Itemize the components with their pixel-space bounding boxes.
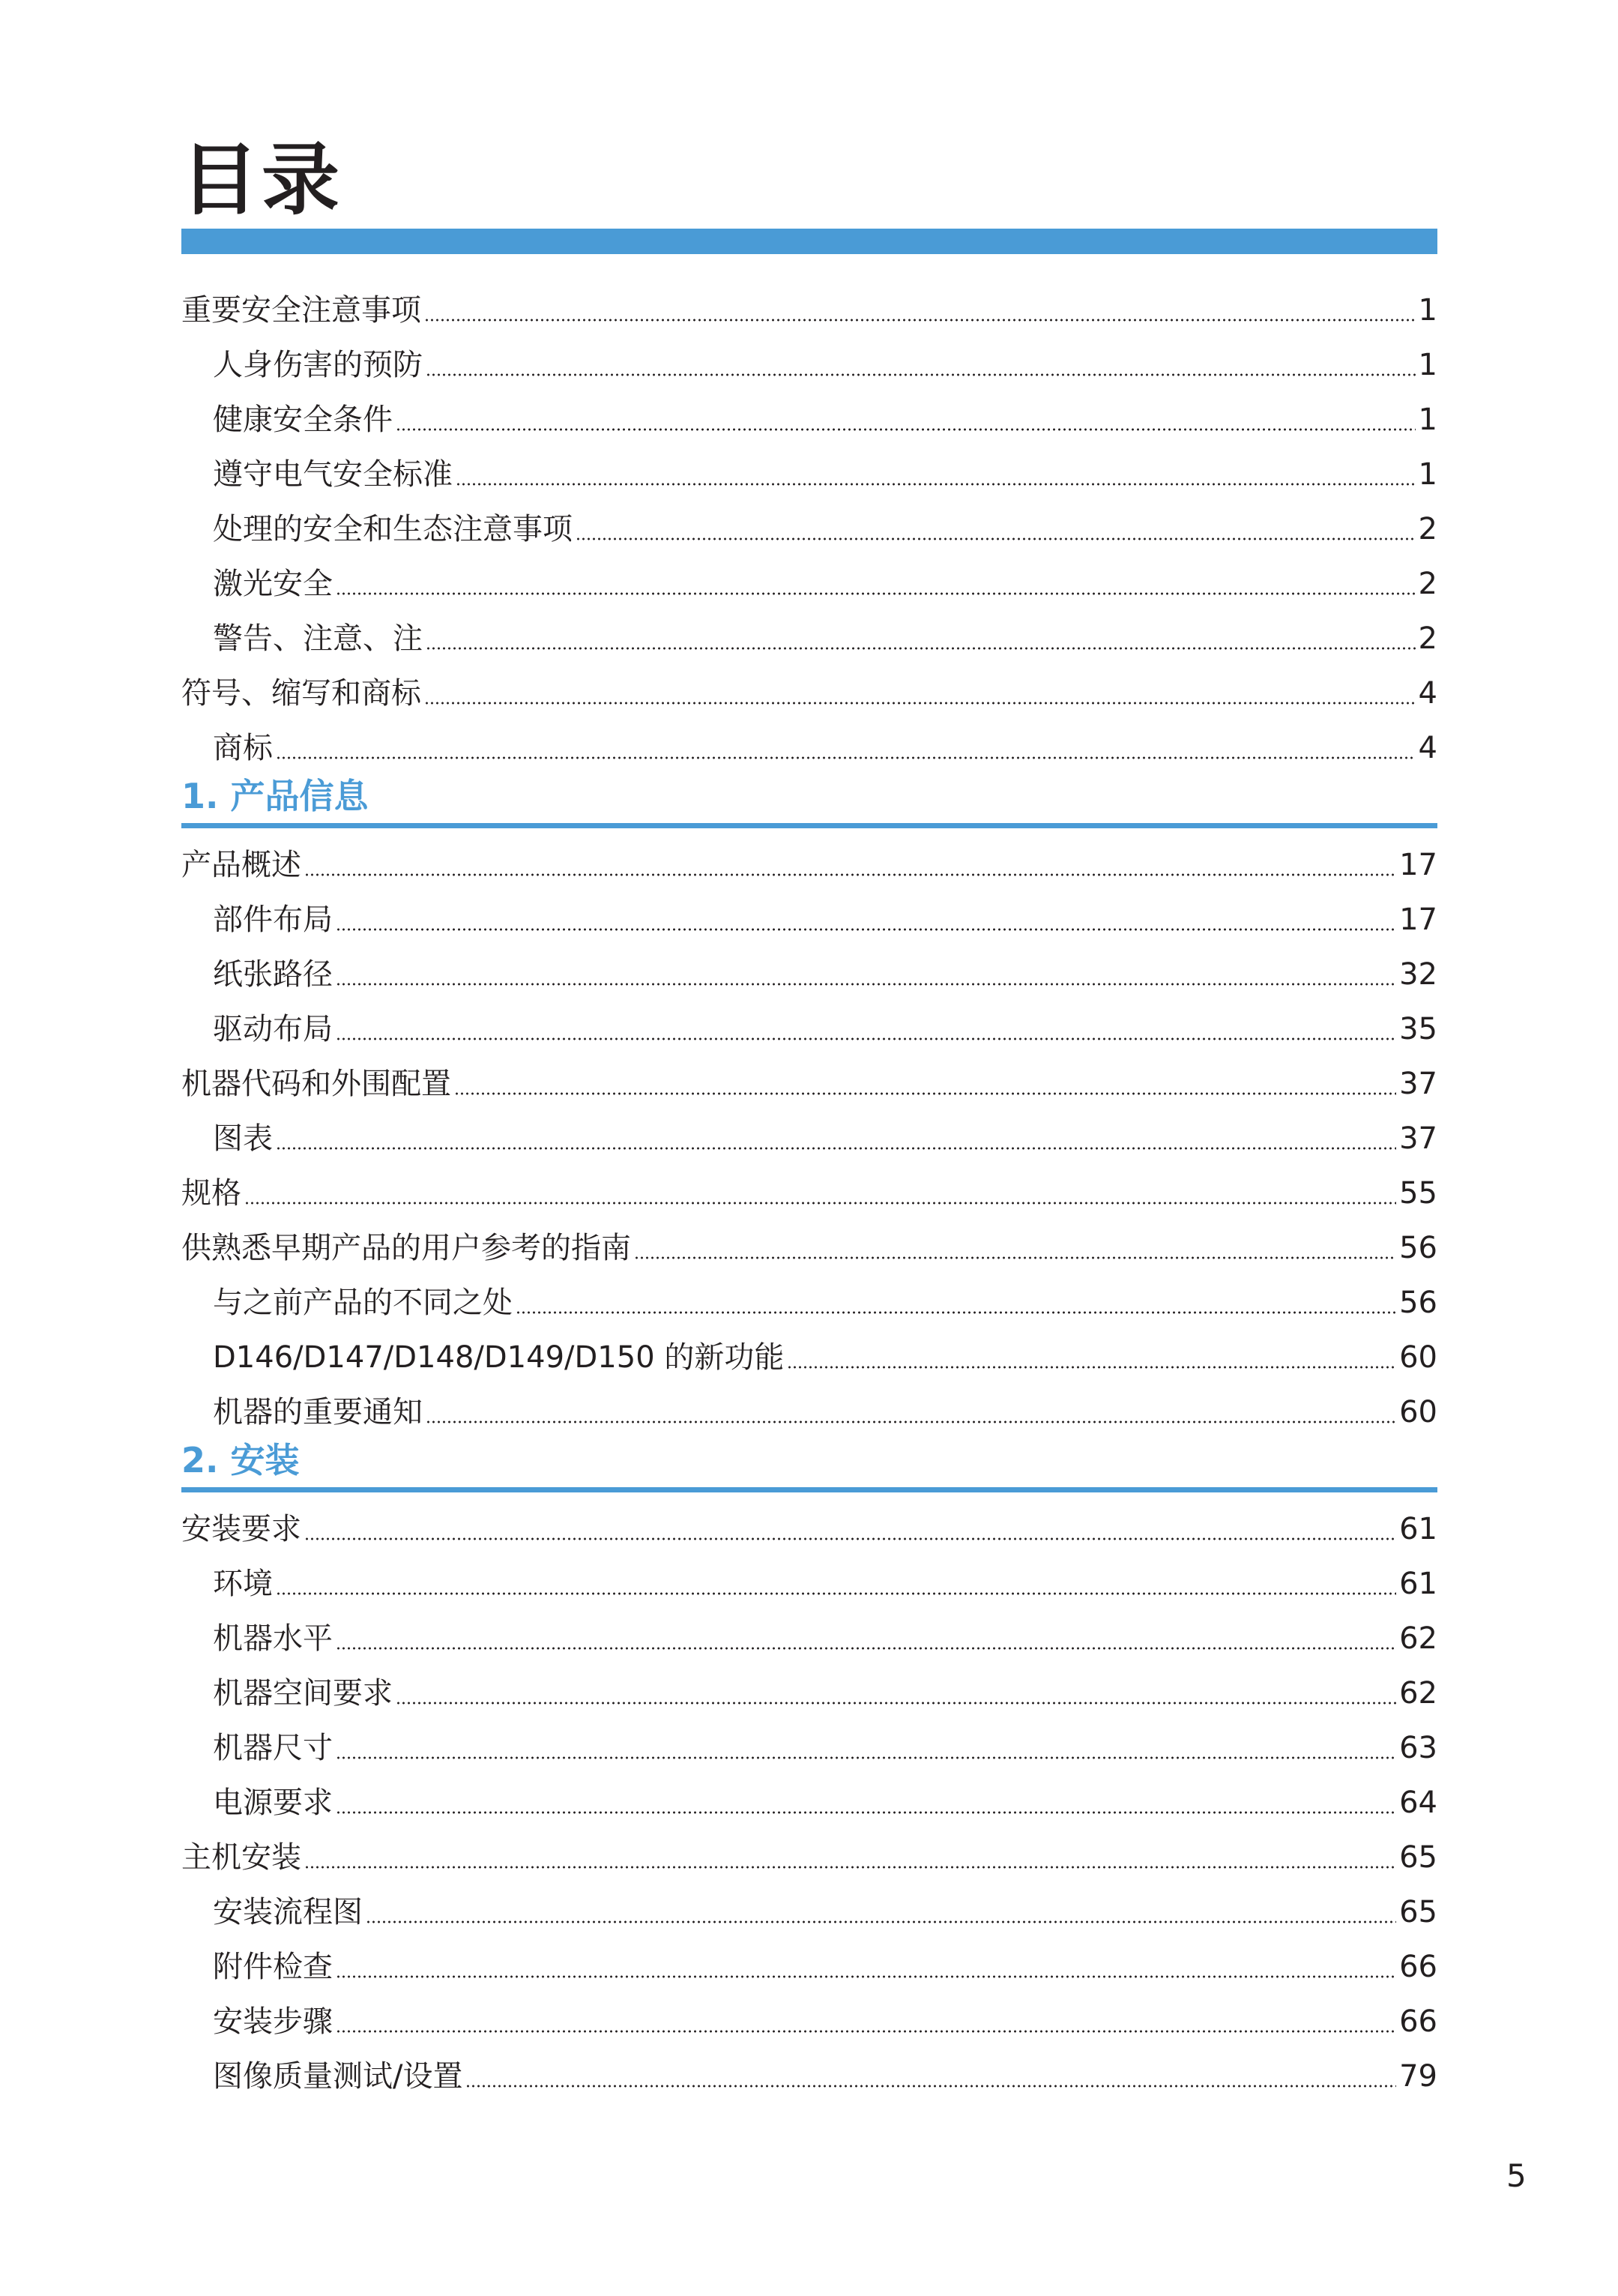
toc-page-number: 2 — [1418, 621, 1437, 656]
toc-subentry[interactable] — [181, 335, 1437, 390]
toc-subentry[interactable] — [181, 1992, 1437, 2046]
toc-entry-title: 安装步骤 — [213, 2004, 333, 2039]
dot-leader — [336, 1974, 1396, 1979]
dot-leader — [336, 2029, 1396, 2034]
toc-page-number: 17 — [1399, 903, 1437, 937]
toc-entry-title: 产品概述 — [181, 848, 301, 882]
toc-subentry[interactable] — [181, 1109, 1437, 1163]
toc-page-number: 66 — [1399, 2004, 1437, 2039]
toc-page-number: 63 — [1399, 1731, 1437, 1765]
dot-leader — [456, 482, 1416, 486]
toc-page-number: 64 — [1399, 1786, 1437, 1820]
chapter-title: 2. 安装 — [181, 1440, 300, 1480]
toc-page-number: 60 — [1399, 1340, 1437, 1375]
dot-leader — [366, 1920, 1396, 1924]
toc-entry-title: 处理的安全和生态注意事项 — [213, 512, 573, 546]
toc-page-number: 62 — [1399, 1621, 1437, 1656]
dot-leader — [336, 1037, 1396, 1041]
toc-entry-title: 部件布局 — [213, 903, 333, 937]
dot-leader — [336, 982, 1396, 986]
toc-entry-title: 警告、注意、注 — [213, 621, 423, 656]
toc-subentry[interactable] — [181, 1718, 1437, 1773]
toc-entry-title: 人身伤害的预防 — [213, 348, 423, 382]
toc-entry-title: 驱动布局 — [213, 1012, 333, 1046]
dot-leader — [465, 2084, 1396, 2088]
toc-entry-title: 电源要求 — [213, 1786, 333, 1820]
chapter-title: 1. 产品信息 — [181, 776, 369, 816]
toc-entry-title: 健康安全条件 — [213, 403, 393, 437]
page-title: 目录 — [181, 134, 343, 226]
toc-entry-title: 机器水平 — [213, 1621, 333, 1656]
toc-entry-title: D146/D147/D148/D149/D150 的新功能 — [213, 1340, 785, 1375]
toc-page-number: 60 — [1399, 1395, 1437, 1429]
toc-subentry[interactable] — [181, 1554, 1437, 1609]
toc-page-number: 66 — [1399, 1950, 1437, 1984]
toc-entry-title: 重要安全注意事项 — [181, 293, 421, 328]
dot-leader — [276, 756, 1416, 760]
dot-leader — [304, 1865, 1396, 1869]
toc-entry-title: 激光安全 — [213, 567, 333, 601]
toc-entry-title: 规格 — [181, 1176, 241, 1211]
dot-leader — [424, 318, 1416, 322]
dot-leader — [304, 1537, 1396, 1541]
toc-subentry[interactable] — [181, 1773, 1437, 1828]
toc-subentry[interactable] — [181, 445, 1437, 499]
toc-page-number: 61 — [1399, 1567, 1437, 1601]
toc-subentry[interactable] — [181, 390, 1437, 445]
toc-subentry[interactable] — [181, 1937, 1437, 1992]
table-of-contents — [181, 280, 1437, 2101]
toc-entry[interactable] — [181, 1218, 1437, 1273]
dot-leader — [426, 1420, 1396, 1424]
toc-entry-title: 主机安装 — [181, 1840, 301, 1875]
toc-entry[interactable] — [181, 835, 1437, 890]
dot-leader — [787, 1365, 1396, 1370]
dot-leader — [426, 373, 1416, 377]
toc-entry-title: 环境 — [213, 1567, 273, 1601]
dot-leader — [336, 1756, 1396, 1760]
toc-subentry[interactable] — [181, 554, 1437, 609]
toc-page-number: 37 — [1399, 1121, 1437, 1156]
toc-subentry[interactable] — [181, 2046, 1437, 2101]
page-number: 5 — [1506, 2157, 1527, 2194]
dot-leader — [336, 1646, 1396, 1651]
toc-entry-title: 遵守电气安全标准 — [213, 457, 453, 492]
toc-entry-title: 安装要求 — [181, 1512, 301, 1546]
chapter-rule — [181, 823, 1437, 828]
toc-page-number: 1 — [1418, 293, 1437, 328]
toc-subentry[interactable] — [181, 890, 1437, 944]
toc-page-number: 4 — [1418, 731, 1437, 765]
toc-page-number: 1 — [1418, 348, 1437, 382]
toc-entry-title: 纸张路径 — [213, 957, 333, 992]
toc-subentry[interactable] — [181, 499, 1437, 554]
dot-leader — [396, 427, 1416, 432]
toc-subentry[interactable] — [181, 1663, 1437, 1718]
toc-subentry[interactable] — [181, 1328, 1437, 1382]
toc-page-number: 55 — [1399, 1176, 1437, 1211]
chapter-heading[interactable] — [181, 1437, 1437, 1499]
dot-leader — [426, 646, 1416, 651]
toc-subentry[interactable] — [181, 1382, 1437, 1437]
toc-page-number: 1 — [1418, 403, 1437, 437]
chapter-heading[interactable] — [181, 773, 1437, 835]
title-underline-bar — [181, 229, 1437, 254]
toc-entry-title: 供熟悉早期产品的用户参考的指南 — [181, 1231, 631, 1265]
toc-entry-title: 机器的重要通知 — [213, 1395, 423, 1429]
dot-leader — [276, 1591, 1396, 1596]
toc-page-number: 17 — [1399, 848, 1437, 882]
toc-entry-title: 与之前产品的不同之处 — [213, 1286, 513, 1320]
dot-leader — [276, 1146, 1396, 1151]
toc-page-number: 56 — [1399, 1286, 1437, 1320]
toc-subentry[interactable] — [181, 1609, 1437, 1663]
toc-page-number: 79 — [1399, 2059, 1437, 2094]
toc-entry-title: 安装流程图 — [213, 1895, 363, 1929]
toc-entry-title: 机器空间要求 — [213, 1676, 393, 1711]
dot-leader — [244, 1201, 1396, 1205]
toc-entry-title: 图像质量测试/设置 — [213, 2059, 463, 2094]
dot-leader — [424, 701, 1416, 705]
toc-page-number: 32 — [1399, 957, 1437, 992]
toc-page-number: 2 — [1418, 567, 1437, 601]
toc-entry[interactable] — [181, 1163, 1437, 1218]
toc-entry[interactable] — [181, 663, 1437, 718]
toc-entry-title: 符号、缩写和商标 — [181, 676, 421, 711]
dot-leader — [304, 873, 1396, 877]
toc-page-number: 62 — [1399, 1676, 1437, 1711]
toc-page-number: 4 — [1418, 676, 1437, 711]
toc-subentry[interactable] — [181, 609, 1437, 663]
toc-subentry[interactable] — [181, 999, 1437, 1054]
toc-entry[interactable] — [181, 1499, 1437, 1554]
toc-entry-title: 图表 — [213, 1121, 273, 1156]
toc-page-number: 65 — [1399, 1895, 1437, 1929]
toc-subentry[interactable] — [181, 718, 1437, 773]
toc-entry-title: 附件检查 — [213, 1950, 333, 1984]
toc-entry-title: 机器尺寸 — [213, 1731, 333, 1765]
chapter-rule — [181, 1487, 1437, 1492]
toc-entry[interactable] — [181, 1054, 1437, 1109]
dot-leader — [634, 1256, 1396, 1260]
toc-subentry[interactable] — [181, 1273, 1437, 1328]
dot-leader — [336, 1810, 1396, 1815]
dot-leader — [516, 1310, 1396, 1315]
toc-entry-title: 商标 — [213, 731, 273, 765]
dot-leader — [336, 591, 1416, 596]
toc-page-number: 56 — [1399, 1231, 1437, 1265]
toc-page-number: 65 — [1399, 1840, 1437, 1875]
toc-page-number: 2 — [1418, 512, 1437, 546]
toc-entry[interactable] — [181, 280, 1437, 335]
toc-entry[interactable] — [181, 1828, 1437, 1882]
toc-entry-title: 机器代码和外围配置 — [181, 1067, 451, 1101]
toc-subentry[interactable] — [181, 1882, 1437, 1937]
toc-page-number: 35 — [1399, 1012, 1437, 1046]
toc-page-number: 37 — [1399, 1067, 1437, 1101]
toc-page-number: 61 — [1399, 1512, 1437, 1546]
dot-leader — [396, 1701, 1396, 1705]
toc-subentry[interactable] — [181, 944, 1437, 999]
dot-leader — [454, 1091, 1396, 1096]
toc-page-number: 1 — [1418, 457, 1437, 492]
dot-leader — [336, 927, 1396, 932]
dot-leader — [576, 537, 1416, 541]
